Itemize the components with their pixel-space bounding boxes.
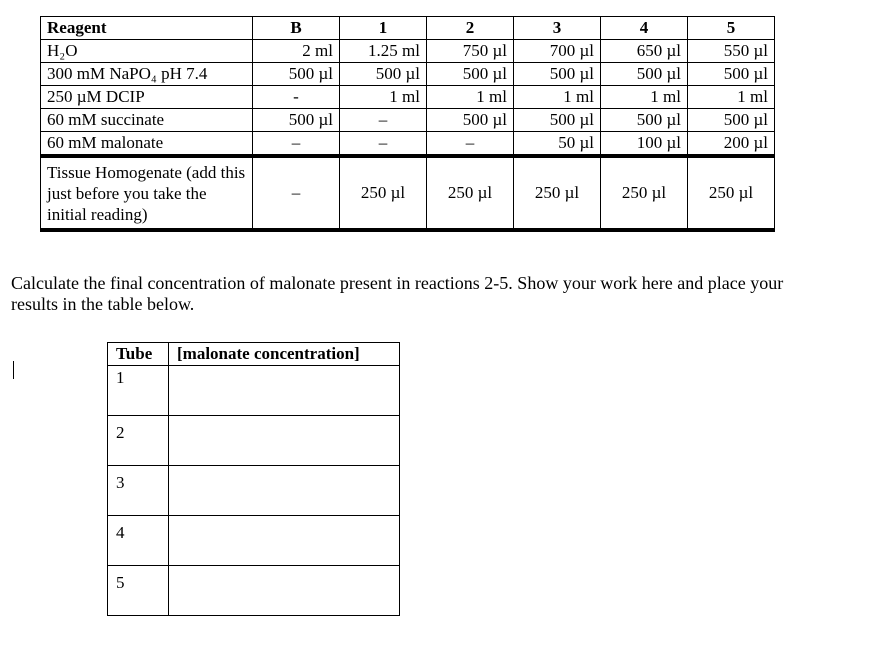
volume-cell: 50 µl — [514, 132, 601, 157]
volume-cell: 1 ml — [601, 86, 688, 109]
header-tube-4: 4 — [601, 17, 688, 40]
volume-cell: 250 µl — [601, 156, 688, 230]
volume-cell: 500 µl — [514, 109, 601, 132]
header-tube-1: 1 — [340, 17, 427, 40]
reagent-table — [40, 16, 775, 232]
volume-cell: 500 µl — [340, 63, 427, 86]
instruction-text: Calculate the final concentration of malonate present in reactions 2-5. Show your work here and place your results in the table below. — [11, 273, 784, 314]
volume-cell: 100 µl — [601, 132, 688, 157]
table-row — [41, 63, 775, 86]
volume-cell: – — [427, 132, 514, 157]
volume-cell: 700 µl — [514, 40, 601, 63]
table-row — [41, 40, 775, 63]
concentration-entry-cell[interactable] — [169, 366, 400, 416]
header-tube: Tube — [108, 343, 169, 366]
volume-cell: 500 µl — [601, 63, 688, 86]
volume-cell: 500 µl — [427, 109, 514, 132]
results-table — [107, 342, 400, 616]
volume-cell: - — [253, 86, 340, 109]
reagent-name: Tissue Homogenate (add this just before you take the initial reading) — [41, 156, 253, 230]
text-cursor[interactable] — [13, 361, 14, 379]
volume-cell: 200 µl — [688, 132, 775, 157]
concentration-entry-cell[interactable] — [169, 516, 400, 566]
volume-cell: – — [340, 132, 427, 157]
volume-cell: – — [340, 109, 427, 132]
reagent-name: 300 mM NaPO₄ pH 7.4 — [41, 63, 253, 86]
table-row — [41, 109, 775, 132]
concentration-entry-cell[interactable] — [169, 466, 400, 516]
concentration-entry-cell[interactable] — [169, 566, 400, 616]
volume-cell: 1 ml — [427, 86, 514, 109]
volume-cell: 1 ml — [340, 86, 427, 109]
volume-cell: 250 µl — [514, 156, 601, 230]
table-row — [108, 416, 400, 466]
volume-cell: 500 µl — [688, 63, 775, 86]
volume-cell: – — [253, 156, 340, 230]
volume-cell: 500 µl — [253, 63, 340, 86]
reagent-name: 60 mM malonate — [41, 132, 253, 157]
volume-cell: 500 µl — [601, 109, 688, 132]
table-row — [108, 466, 400, 516]
tube-number: 3 — [108, 466, 169, 516]
header-malonate-concentration: [malonate concentration] — [169, 343, 400, 366]
reagent-name: 250 µM DCIP — [41, 86, 253, 109]
reagent-name-text: H₂O — [47, 41, 78, 60]
tube-number: 4 — [108, 516, 169, 566]
volume-cell: 2 ml — [253, 40, 340, 63]
volume-cell: 550 µl — [688, 40, 775, 63]
reagent-name — [41, 40, 253, 63]
volume-cell: 750 µl — [427, 40, 514, 63]
concentration-entry-cell[interactable] — [169, 416, 400, 466]
volume-cell: 500 µl — [514, 63, 601, 86]
table-row — [41, 156, 775, 230]
volume-cell: 250 µl — [340, 156, 427, 230]
table-row — [108, 516, 400, 566]
reagent-name: 60 mM succinate — [41, 109, 253, 132]
table-row — [108, 366, 400, 416]
volume-cell: 1 ml — [688, 86, 775, 109]
volume-cell: 500 µl — [427, 63, 514, 86]
volume-cell: 250 µl — [688, 156, 775, 230]
reagent-table-header-row — [41, 17, 775, 40]
table-row — [41, 86, 775, 109]
header-tube-5: 5 — [688, 17, 775, 40]
tube-number: 2 — [108, 416, 169, 466]
volume-cell: 500 µl — [688, 109, 775, 132]
volume-cell: 250 µl — [427, 156, 514, 230]
table-row — [108, 566, 400, 616]
volume-cell: 500 µl — [253, 109, 340, 132]
volume-cell: – — [253, 132, 340, 157]
volume-cell: 650 µl — [601, 40, 688, 63]
results-header-row — [108, 343, 400, 366]
tube-number: 5 — [108, 566, 169, 616]
volume-cell: 1 ml — [514, 86, 601, 109]
header-tube-2: 2 — [427, 17, 514, 40]
header-tube-3: 3 — [514, 17, 601, 40]
header-tube-b: B — [253, 17, 340, 40]
table-row — [41, 132, 775, 157]
volume-cell: 1.25 ml — [340, 40, 427, 63]
tube-number: 1 — [108, 366, 169, 416]
header-reagent: Reagent — [41, 17, 253, 40]
